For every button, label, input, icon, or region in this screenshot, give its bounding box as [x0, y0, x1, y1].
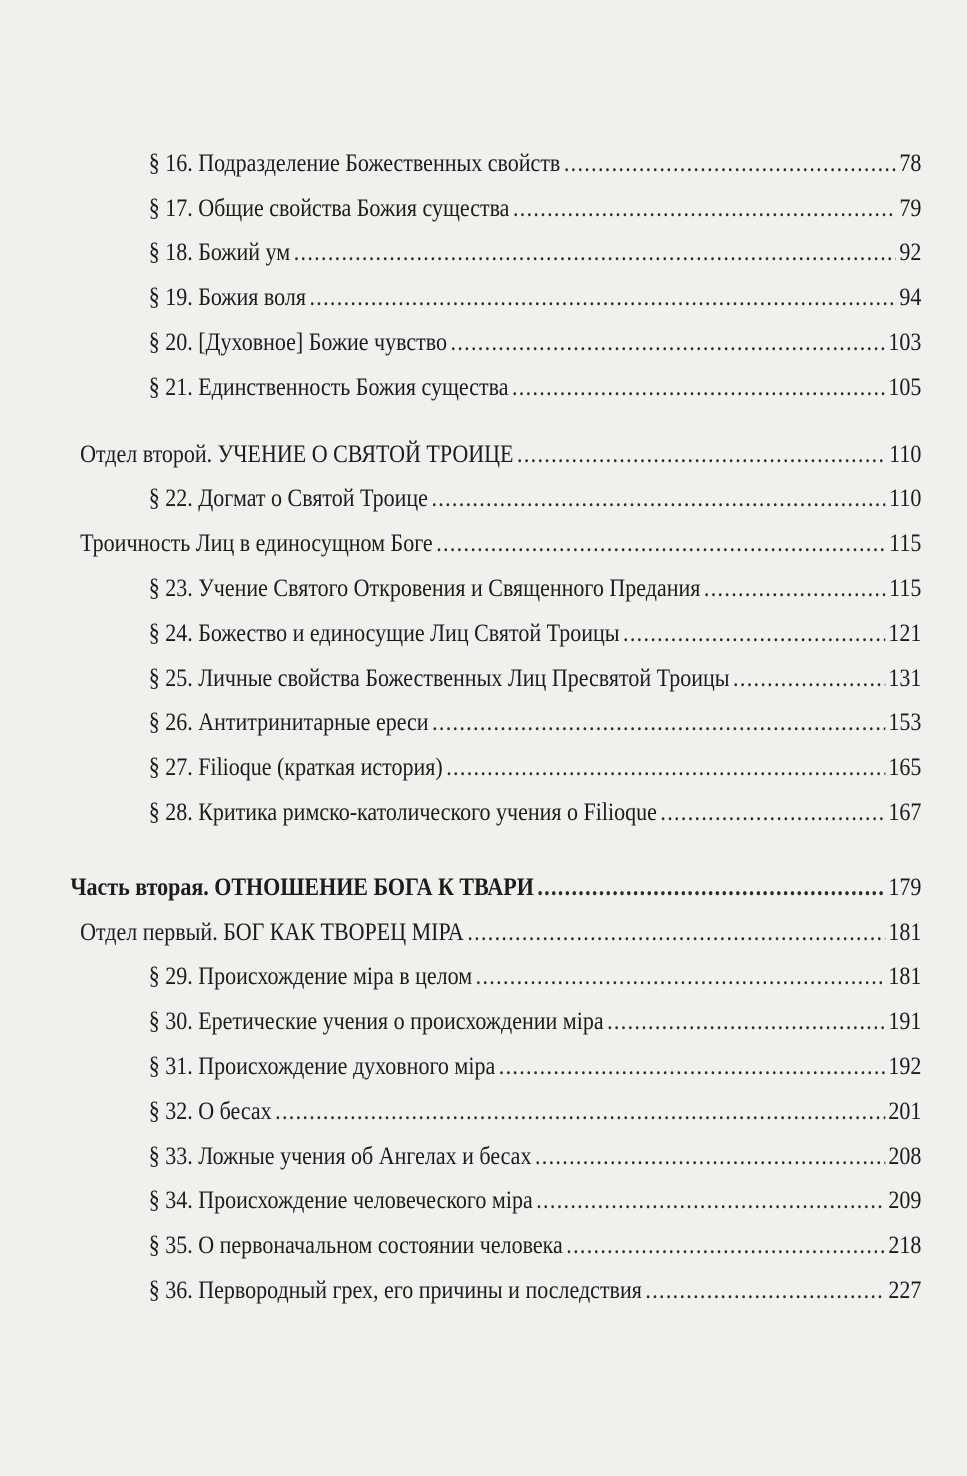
toc-entry-page: 191 — [888, 1008, 922, 1036]
dot-leader — [499, 1052, 885, 1082]
toc-entry-page: 218 — [888, 1232, 922, 1260]
dot-leader — [451, 328, 885, 358]
toc-entry — [0, 1178, 921, 1223]
toc-entry-title: § 17. Общие свойства Божия существа — [148, 194, 510, 222]
toc-entry-title: § 20. [Духовное] Божие чувство — [148, 328, 447, 356]
toc-entry-page: 79 — [899, 194, 922, 222]
toc-entry — [0, 1222, 921, 1267]
toc-entry — [0, 610, 921, 655]
dot-leader — [275, 1097, 885, 1127]
toc-division-entry — [0, 431, 921, 476]
toc-entry-page: 94 — [899, 284, 922, 312]
toc-entry-title: § 36. Первородный грех, его причины и последствия — [148, 1276, 642, 1304]
dot-leader — [607, 1007, 885, 1037]
toc-entry-page: 131 — [888, 664, 922, 692]
toc-entry-page: 181 — [888, 963, 922, 991]
toc-entry-title: Отдел первый. БОГ КАК ТВОРЕЦ МIРА — [80, 918, 464, 946]
dot-leader — [309, 283, 895, 313]
toc-entry-page: 115 — [889, 574, 922, 602]
table-of-contents — [0, 140, 967, 1312]
toc-entry-page: 201 — [888, 1097, 922, 1125]
toc-entry-page: 181 — [888, 918, 922, 946]
dot-leader — [436, 529, 885, 559]
toc-entry — [0, 140, 921, 185]
toc-entry-page: 209 — [888, 1187, 922, 1215]
toc-entry — [0, 565, 921, 610]
toc-entry — [0, 230, 921, 275]
toc-entry-title: § 32. О бесах — [148, 1097, 272, 1125]
toc-entry-title: Часть вторая. ОТНОШЕНИЕ БОГА К ТВАРИ — [70, 873, 534, 901]
toc-entry-page: 227 — [888, 1276, 922, 1304]
dot-leader — [645, 1276, 884, 1306]
toc-entry — [0, 655, 921, 700]
toc-entry-title: § 34. Происхождение человеческого мiра — [148, 1187, 533, 1215]
toc-entry — [0, 1043, 921, 1088]
toc-entry-title: § 21. Единственность Божия существа — [148, 373, 509, 401]
toc-entry-title: Отдел второй. УЧЕНИЕ О СВЯТОЙ ТРОИЦЕ — [80, 440, 514, 468]
dot-leader — [467, 918, 885, 948]
toc-entry — [0, 1088, 921, 1133]
toc-entry-title: § 27. Filioque (краткая история) — [148, 754, 443, 782]
toc-entry-title: § 28. Критика римско-католического учения о Filioque — [148, 798, 657, 826]
toc-division-entry — [0, 520, 921, 565]
toc-entry-page: 167 — [888, 798, 922, 826]
toc-entry-page: 121 — [888, 619, 922, 647]
toc-entry-title: § 16. Подразделение Божественных свойств — [148, 149, 561, 177]
toc-entry-page: 179 — [888, 873, 922, 901]
toc-entry — [0, 274, 921, 319]
toc-entry — [0, 364, 921, 409]
dot-leader — [431, 484, 885, 514]
toc-entry — [0, 700, 921, 745]
dot-leader — [432, 708, 885, 738]
toc-entry — [0, 789, 921, 834]
toc-entry-title: Троичность Лиц в единосущном Боге — [80, 530, 433, 558]
dot-leader — [564, 149, 896, 179]
toc-entry-page: 105 — [888, 373, 922, 401]
dot-leader — [566, 1231, 885, 1261]
toc-entry-title: § 22. Догмат о Святой Троице — [148, 485, 428, 513]
dot-leader — [733, 664, 885, 694]
toc-entry-title: § 31. Происхождение духовного мiра — [148, 1052, 496, 1080]
toc-entry — [0, 185, 921, 230]
toc-part-entry — [0, 864, 921, 909]
toc-entry-page: 115 — [889, 530, 922, 558]
toc-division-entry — [0, 909, 921, 954]
dot-leader — [512, 373, 885, 403]
toc-entry-page: 165 — [888, 754, 922, 782]
toc-entry-page: 192 — [888, 1052, 922, 1080]
toc-entry-page: 110 — [889, 485, 922, 513]
toc-entry-page: 78 — [899, 149, 922, 177]
toc-entry-title: § 26. Антитринитарные ереси — [148, 709, 429, 737]
toc-entry-title: § 23. Учение Святого Откровения и Священного Предания — [148, 574, 701, 602]
toc-entry-title: § 33. Ложные учения об Ангелах и бесах — [148, 1142, 532, 1170]
dot-leader — [513, 194, 896, 224]
toc-entry-title: § 19. Божия воля — [148, 284, 306, 312]
toc-entry — [0, 476, 921, 521]
toc-entry-page: 92 — [899, 239, 922, 267]
toc-entry — [0, 319, 921, 364]
dot-leader — [537, 873, 884, 903]
toc-entry-title: § 24. Божество и единосущие Лиц Святой Троицы — [148, 619, 620, 647]
toc-entry-title: § 25. Личные свойства Божественных Лиц Пресвятой Троицы — [148, 664, 730, 692]
dot-leader — [660, 798, 884, 828]
dot-leader — [446, 753, 885, 783]
dot-leader — [535, 1142, 885, 1172]
toc-entry-page: 110 — [889, 440, 922, 468]
toc-entry-page: 208 — [888, 1142, 922, 1170]
toc-entry-title: § 18. Божий ум — [148, 239, 291, 267]
toc-entry — [0, 1267, 921, 1312]
toc-entry-page: 153 — [888, 709, 922, 737]
toc-entry-page: 103 — [888, 328, 922, 356]
toc-entry-title: § 29. Происхождение мiра в целом — [148, 963, 473, 991]
dot-leader — [704, 574, 886, 604]
dot-leader — [517, 440, 886, 470]
dot-leader — [476, 962, 885, 992]
dot-leader — [536, 1186, 885, 1216]
toc-entry — [0, 954, 921, 999]
dot-leader — [623, 619, 885, 649]
dot-leader — [294, 238, 896, 268]
toc-entry — [0, 1133, 921, 1178]
toc-entry-title: § 30. Еретические учения о происхождении мiра — [148, 1008, 604, 1036]
toc-entry-title: § 35. О первоначальном состоянии человека — [148, 1232, 563, 1260]
toc-entry — [0, 998, 921, 1043]
toc-entry — [0, 744, 921, 789]
